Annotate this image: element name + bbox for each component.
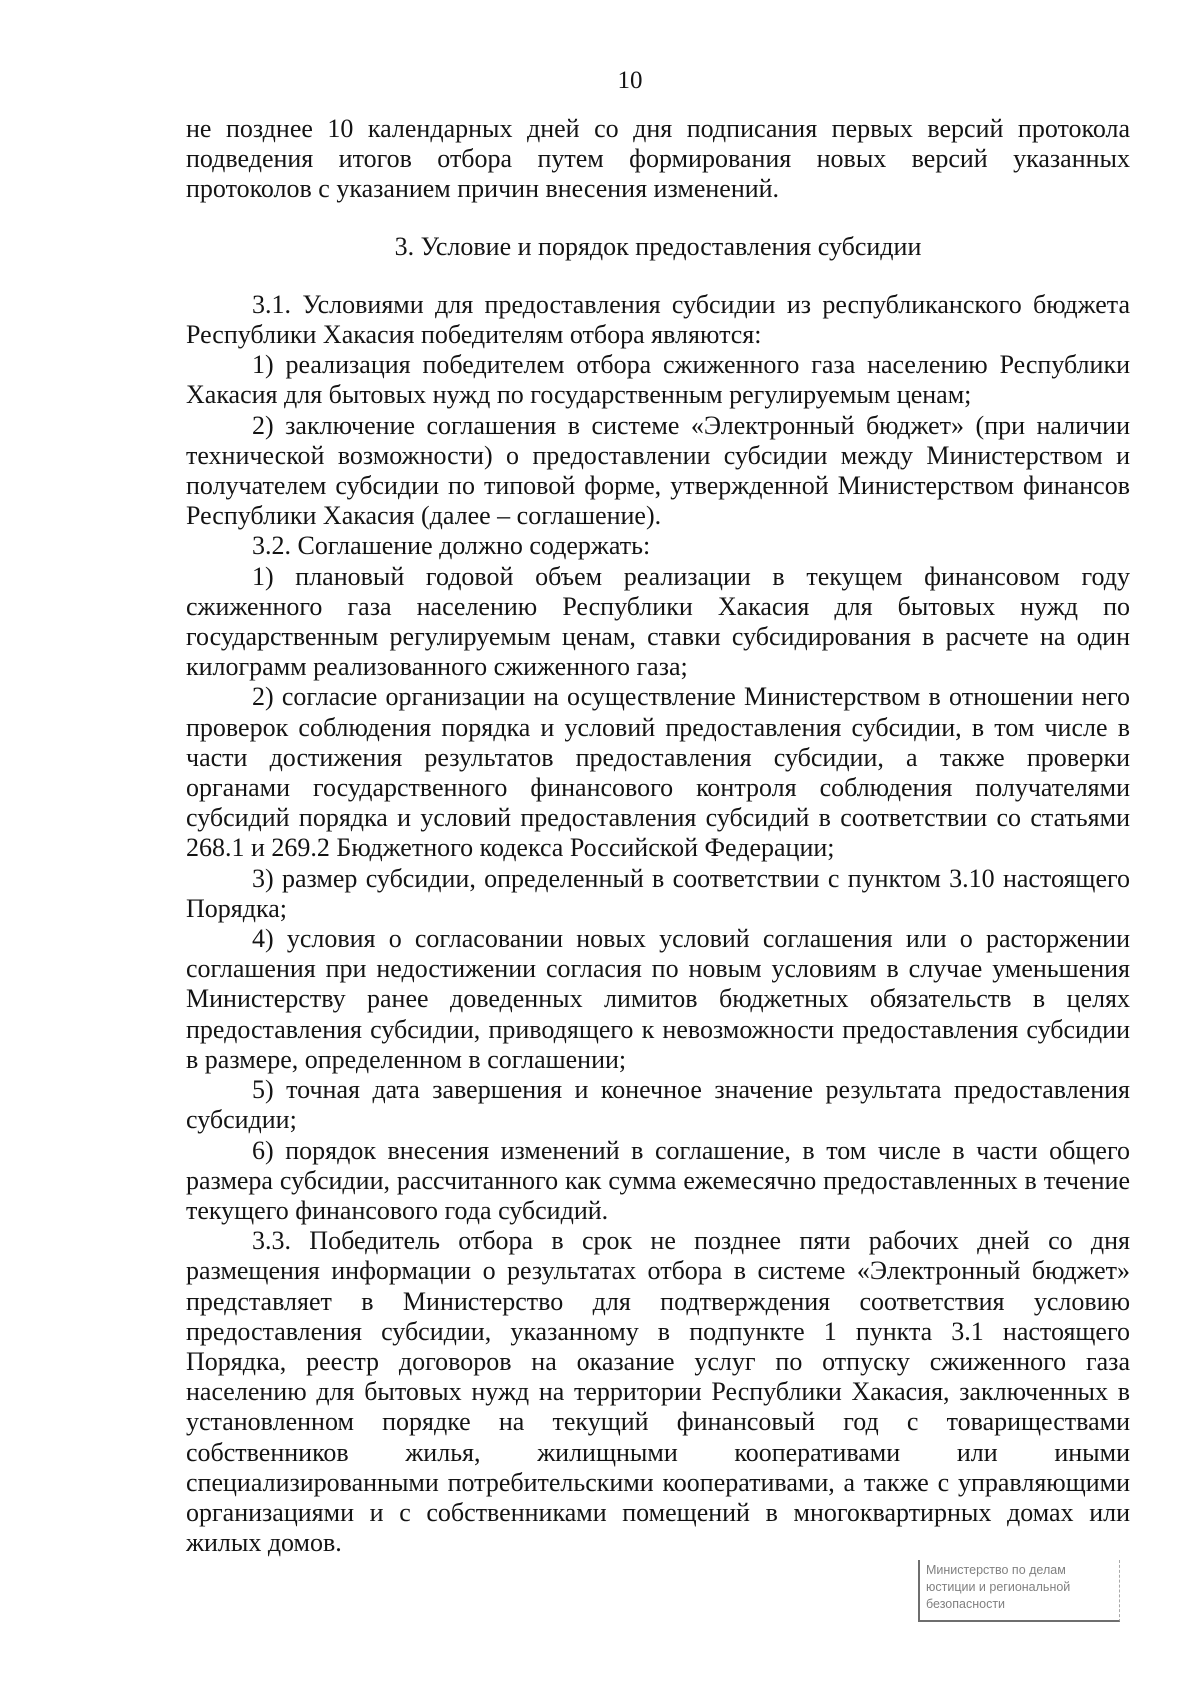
paragraph-3-2-item-5: 5) точная дата завершения и конечное значение результата предоставления субсидии; [186,1075,1130,1135]
intro-paragraph: не позднее 10 календарных дней со дня подписания первых версий протокола подведения итогов отбора путем формирования новых версий указанных протоколов с указанием причин внесения изменений. [186,114,1130,204]
paragraph-3-2-item-1: 1) плановый годовой объем реализации в текущем финансовом году сжиженного газа населению Республики Хакасия для бытовых нужд по государственным регулируемым ценам, ставки субсидирования в расчете на один килограмм реализованного сжиженного газа; [186,561,1130,682]
paragraph-3-1: 3.1. Условиями для предоставления субсидии из республиканского бюджета Республики Хакасия победителям отбора являются: [186,289,1130,350]
paragraph-3-2-item-2: 2) согласие организации на осуществление Министерством в отношении него проверок соблюдения порядка и условий предоставления субсидии, в том числе в части достижения результатов предоставления субсидии, а также проверки органами государственного финансового контроля соблюдения получателями субсидий порядка и условий предоставления субсидий в соответствии со статьями 268.1 и 269.2 Бюджетного кодекса Российской Федерации; [186,682,1130,863]
section-heading: 3. Условие и порядок предоставления субсидии [394,231,922,261]
paragraph-3-2: 3.2. Соглашение должно содержать: [252,531,651,561]
stamp-line: юстиции и региональной [926,1580,1071,1594]
paragraph-3-1-item-2: 2) заключение соглашения в системе «Электронный бюджет» (при наличии технической возможности) о предоставлении субсидии между Министерством и получателем субсидии по типовой форме, утвержденной Министерством финансов Республики Хакасия (далее – соглашение). [186,410,1130,531]
stamp-line: безопасности [926,1597,1006,1611]
paragraph-3-2-item-6: 6) порядок внесения изменений в соглашение, в том числе в части общего размера субсидии, рассчитанного как сумма ежемесячно предоставленных в течение текущего финансового года субсидий. [186,1135,1130,1225]
registration-stamp [918,1560,1120,1622]
stamp-line: Министерство по делам [926,1563,1066,1577]
page-number: 10 [617,67,643,94]
paragraph-3-2-item-4: 4) условия о согласовании новых условий соглашения или о расторжении соглашения при недостижении согласия по новым условиям в случае уменьшения Министерству ранее доведенных лимитов бюджетных обязательств в целях предоставления субсидии, приводящего к невозможности предоставления субсидии в размере, определенном в соглашении; [186,924,1130,1074]
paragraph-3-1-item-1: 1) реализация победителем отбора сжиженного газа населению Республики Хакасия для бытовых нужд по государственным регулируемым ценам; [186,350,1130,410]
paragraph-3-2-item-3: 3) размер субсидии, определенный в соответствии с пунктом 3.10 настоящего Порядка; [186,863,1130,923]
document-body [186,114,1130,1558]
paragraph-3-3: 3.3. Победитель отбора в срок не позднее пяти рабочих дней со дня размещения информации о результатах отбора в системе «Электронный бюджет» представляет в Министерство для подтверждения соответствия условию предоставления субсидии, указанному в подпункте 1 пункта 3.1 настоящего Порядка, реестр договоров на оказание услуг по отпуску сжиженного газа населению для бытовых нужд на территории Республики Хакасия, заключенных в установленном порядке на текущий финансовый год с товариществами собственников жилья, жилищными кооперативами или иными специализированными потребительскими кооперативами, а также с управляющими организациями и с собственниками помещений в многоквартирных домах или жилых домов. [186,1226,1130,1558]
